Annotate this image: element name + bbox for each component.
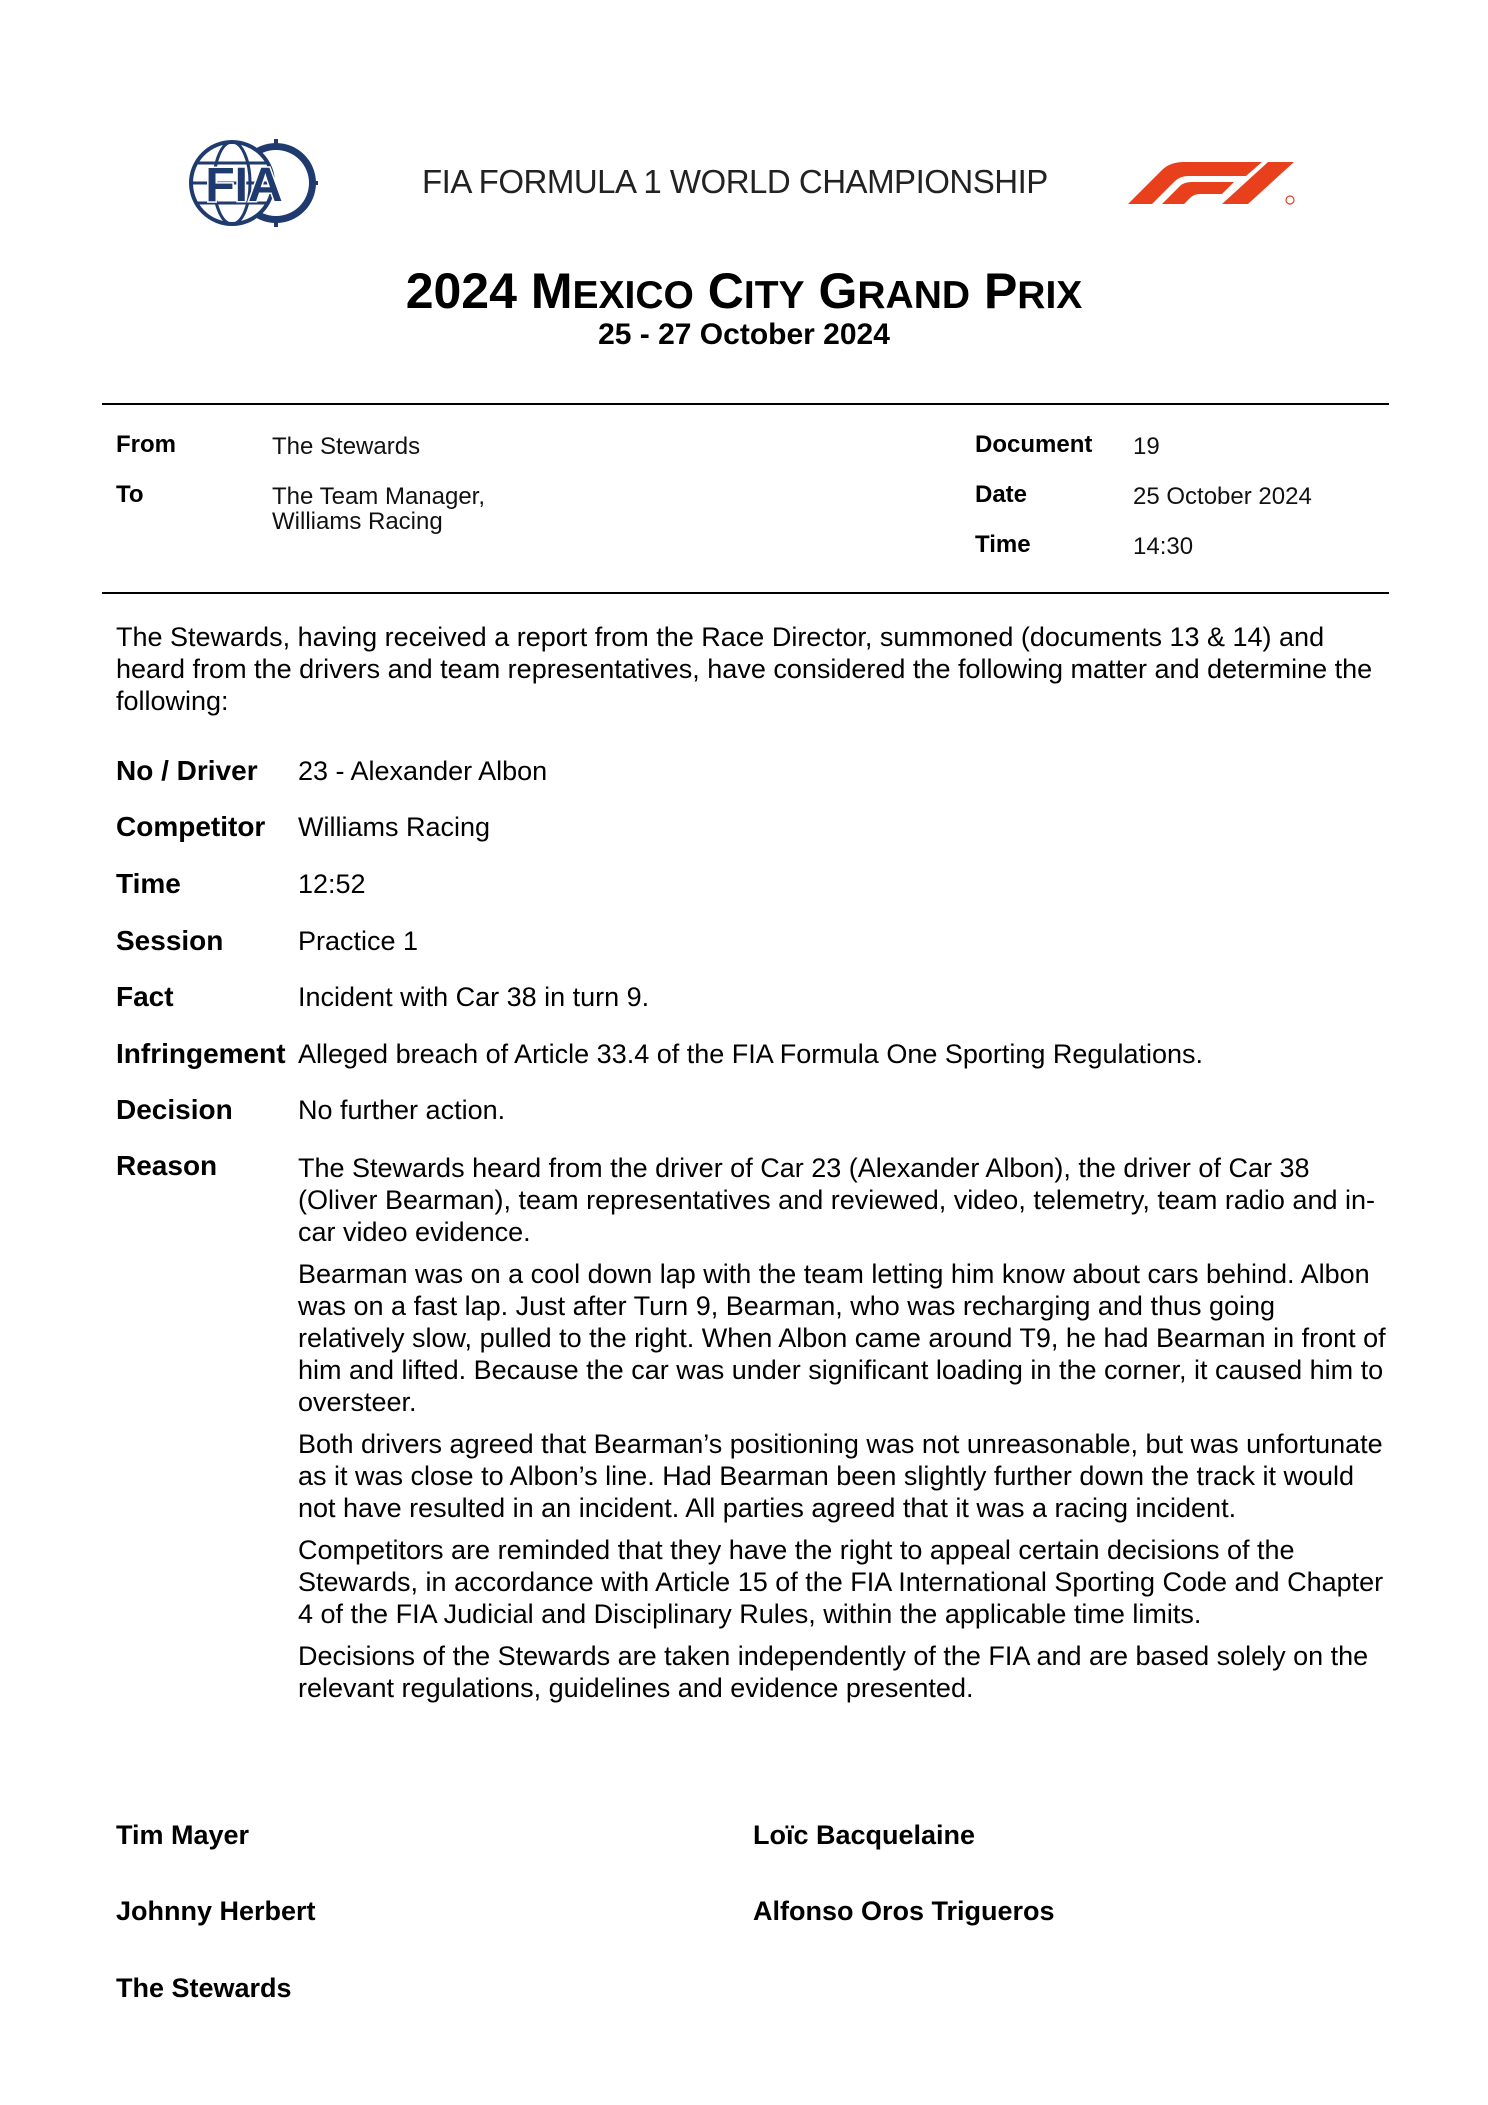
fact-value: Incident with Car 38 in turn 9. <box>298 982 650 1012</box>
event-name-word-4: PRIX <box>983 263 1083 319</box>
reason-label: Reason <box>116 1150 218 1181</box>
document-value: 19 <box>1133 433 1160 460</box>
competitor-label: Competitor <box>116 811 266 842</box>
time-value: 14:30 <box>1133 533 1194 560</box>
infringement-label: Infringement <box>116 1038 286 1069</box>
event-year: 2024 <box>405 263 517 319</box>
competitor-value: Williams Racing <box>298 812 491 842</box>
divider-top <box>102 403 1389 405</box>
reason-paragraph: Competitors are reminded that they have the right to appeal certain decisions of the Stewards, in accordance with Article 15 of the FIA International Sporting Code and Chapter 4 of the FIA Judicial and Disciplinary Rules, within the applicable time limits. <box>298 1535 1384 1629</box>
from-label: From <box>116 431 176 458</box>
time-label: Time <box>975 531 1031 558</box>
incident-time-label: Time <box>116 868 181 899</box>
event-name-word-1: MEXICO <box>530 263 694 319</box>
stewards-closing: The Stewards <box>116 1973 292 2003</box>
from-value: The Stewards <box>272 433 421 460</box>
infringement-value: Alleged breach of Article 33.4 of the FIA Formula One Sporting Regulations. <box>298 1039 1204 1069</box>
session-value: Practice 1 <box>298 926 419 956</box>
to-label: To <box>116 481 144 508</box>
date-label: Date <box>975 481 1028 508</box>
steward-name: Alfonso Oros Trigueros <box>753 1896 1055 1926</box>
intro-paragraph: The Stewards, having received a report from the Race Director, summoned (documents 13 & 14) and heard from the drivers and team representatives, have considered the following matter and determine the following: <box>116 622 1373 716</box>
reason-paragraph: The Stewards heard from the driver of Car 23 (Alexander Albon), the driver of Car 38 (Oliver Bearman), team representatives and reviewed, video, telemetry, team radio and in-car video evidence. <box>298 1153 1375 1247</box>
fia-logo-text: FIA <box>205 159 283 212</box>
steward-name: Loïc Bacquelaine <box>753 1820 976 1850</box>
driver-value: 23 - Alexander Albon <box>298 756 548 786</box>
divider-bottom <box>102 592 1389 594</box>
steward-name: Tim Mayer <box>116 1820 250 1850</box>
fact-label: Fact <box>116 981 174 1012</box>
driver-label: No / Driver <box>116 755 258 786</box>
reason-paragraph: Bearman was on a cool down lap with the team letting him know about cars behind. Albon was on a fast lap. Just after Turn 9, Bearman, who was recharging and thus going relatively slow, pulled to the right. When Albon came around T9, he had Bearman in front of him and lifted. Because the car was under significant loading in the corner, it caused him to oversteer. <box>298 1259 1386 1417</box>
to-value-line-2: Williams Racing <box>272 508 443 535</box>
event-dates: 25 - 27 October 2024 <box>598 318 890 351</box>
decision-label: Decision <box>116 1094 233 1125</box>
event-title <box>0 262 1488 320</box>
steward-name: Johnny Herbert <box>116 1896 316 1926</box>
document-label: Document <box>975 431 1093 458</box>
event-name-word-3: GRAND <box>818 263 971 319</box>
reason-text <box>298 1152 1388 1714</box>
reason-paragraph: Decisions of the Stewards are taken independently of the FIA and are based solely on the relevant regulations, guidelines and evidence presented. <box>298 1641 1369 1703</box>
championship-title: FIA FORMULA 1 WORLD CHAMPIONSHIP <box>422 163 1048 200</box>
incident-time-value: 12:52 <box>298 869 366 899</box>
date-value: 25 October 2024 <box>1133 483 1312 510</box>
session-label: Session <box>116 925 224 956</box>
reason-paragraph: Both drivers agreed that Bearman’s positioning was not unreasonable, but was unfortunate as it was close to Albon’s line. Had Bearman been slightly further down the track it would not have resulted in an incident. All parties agreed that it was a racing incident. <box>298 1429 1383 1523</box>
f1-logo <box>1122 158 1302 208</box>
fia-logo <box>188 138 320 228</box>
to-value-line-1: The Team Manager, <box>272 483 486 510</box>
event-name-word-2: CITY <box>707 263 805 319</box>
decision-value: No further action. <box>298 1095 506 1125</box>
